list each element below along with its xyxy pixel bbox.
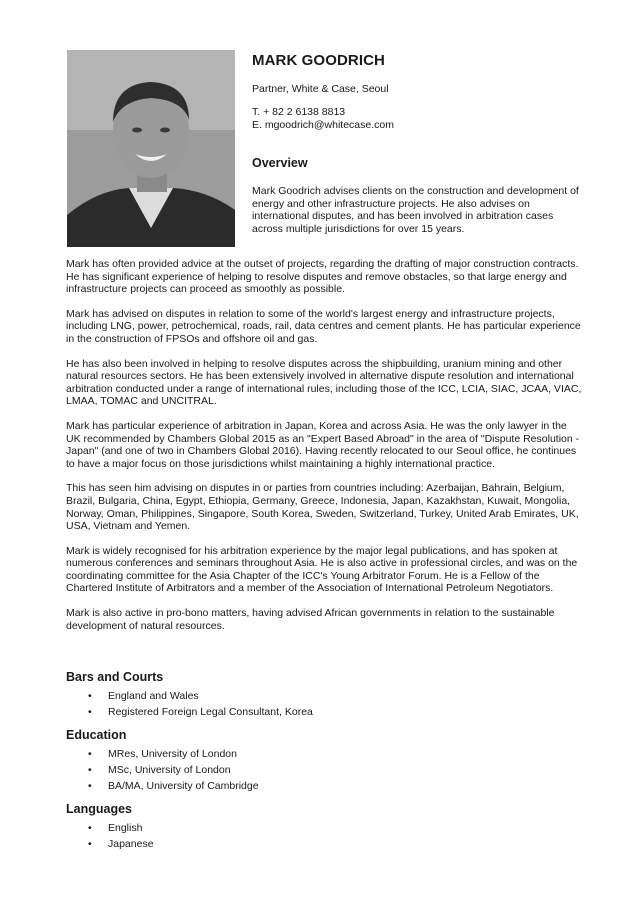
portrait-icon [67, 50, 235, 247]
overview-heading: Overview [252, 156, 308, 170]
bullet-icon: • [88, 764, 92, 776]
list-item [66, 762, 582, 778]
bio-paragraph: He has also been involved in helping to resolve disputes across the shipbuilding, uranium mining and other natural resources sectors. He has been extensively involved in alternative dispute resolution and international arbitration conducted under a range of international rules, including those of the ICC, LCIA, SIAC, JCAA, VIAC, LMAA, TOMAC and UNCITRAL. [66, 357, 582, 408]
bullet-icon: • [88, 748, 92, 760]
portrait-photo [67, 50, 235, 247]
education-heading: Education [66, 728, 127, 742]
bullet-icon: • [88, 822, 92, 834]
profile-title: Partner, White & Case, Seoul [252, 83, 389, 95]
list-item [66, 688, 582, 704]
biography-body [66, 258, 582, 644]
bio-paragraph: Mark has often provided advice at the outset of projects, regarding the drafting of major construction contracts. He has significant experience of helping to resolve disputes and remove obstacles, so that large energy and infrastructure projects can proceed as smoothly as possible. [66, 258, 579, 296]
list-item-text: MSc, University of London [108, 764, 231, 776]
bio-paragraph: Mark is widely recognised for his arbitration experience by the major legal publications, and has spoken at numerous conferences and seminars throughout Asia. He is also active in professional circles, and was on the coordinating committee for the Asia Chapter of the ICC's Young Arbitrator Forum. He is a Fellow of the Chartered Institute of Arbitrators and a member of the Association of International Petroleum Negotiators. [66, 544, 578, 595]
list-item-text: MRes, University of London [108, 748, 237, 760]
profile-name: MARK GOODRICH [252, 52, 385, 69]
languages-section [66, 802, 582, 852]
bullet-icon: • [88, 690, 92, 702]
list-item-text: BA/MA, University of Cambridge [108, 780, 259, 792]
list-item [66, 778, 582, 794]
bio-paragraph: Mark has particular experience of arbitration in Japan, Korea and across Asia. He was the only lawyer in the UK recommended by Chambers Global 2015 as an "Expert Based Abroad" in the area of "Dispute Resolution - Japan" (and one of two in Chambers Global 2016). Having recently relocated to our Seoul office, he continues to have a major focus on those jurisdictions whilst maintaining a highly international practice. [66, 419, 580, 470]
list-item [66, 820, 582, 836]
profile-phone[interactable]: T. + 82 2 6138 8813 [252, 106, 346, 118]
list-item-text: Japanese [108, 838, 154, 850]
bullet-icon: • [88, 838, 92, 850]
languages-list [66, 820, 582, 852]
education-list [66, 746, 582, 794]
list-item-text: English [108, 822, 143, 834]
list-item [66, 704, 582, 720]
education-section [66, 728, 582, 794]
overview-intro: Mark Goodrich advises clients on the construction and development of energy and other infrastructure projects. He also advises on international disputes, and has been involved in arbitration cases across multiple jurisdictions for over 15 years. [252, 185, 579, 235]
list-item [66, 746, 582, 762]
bio-paragraph: Mark has advised on disputes in relation to some of the world's largest energy and infrastructure projects, including LNG, power, petrochemical, roads, rail, data centres and cement plants. He has particular experience in the construction of FPSOs and offshore oil and gas. [66, 307, 581, 345]
bars-section [66, 670, 582, 720]
bullet-icon: • [88, 780, 92, 792]
bullet-icon: • [88, 706, 92, 718]
bio-paragraph: This has seen him advising on disputes in or parties from countries including: Azerbaijan, Bahrain, Belgium, Brazil, Bulgaria, China, Egypt, Ethiopia, Germany, Greece, Indonesia, Japan, Kazakhstan, Kuwait, Mongolia, Norway, Oman, Philippines, Singapore, South Korea, Sweden, Switzerland, Turkey, United Arab Emirates, UK, USA, Vietnam and Yemen. [66, 482, 579, 533]
bars-list [66, 688, 582, 720]
languages-heading: Languages [66, 802, 132, 816]
profile-email[interactable]: E. mgoodrich@whitecase.com [252, 119, 394, 131]
list-item [66, 836, 582, 852]
list-item-text: Registered Foreign Legal Consultant, Korea [108, 706, 313, 718]
profile-header [252, 50, 582, 132]
bars-heading: Bars and Courts [66, 670, 164, 684]
bio-paragraph: Mark is also active in pro-bono matters, having advised African governments in relation to the sustainable development of natural resources. [66, 607, 555, 632]
list-item-text: England and Wales [108, 690, 199, 702]
